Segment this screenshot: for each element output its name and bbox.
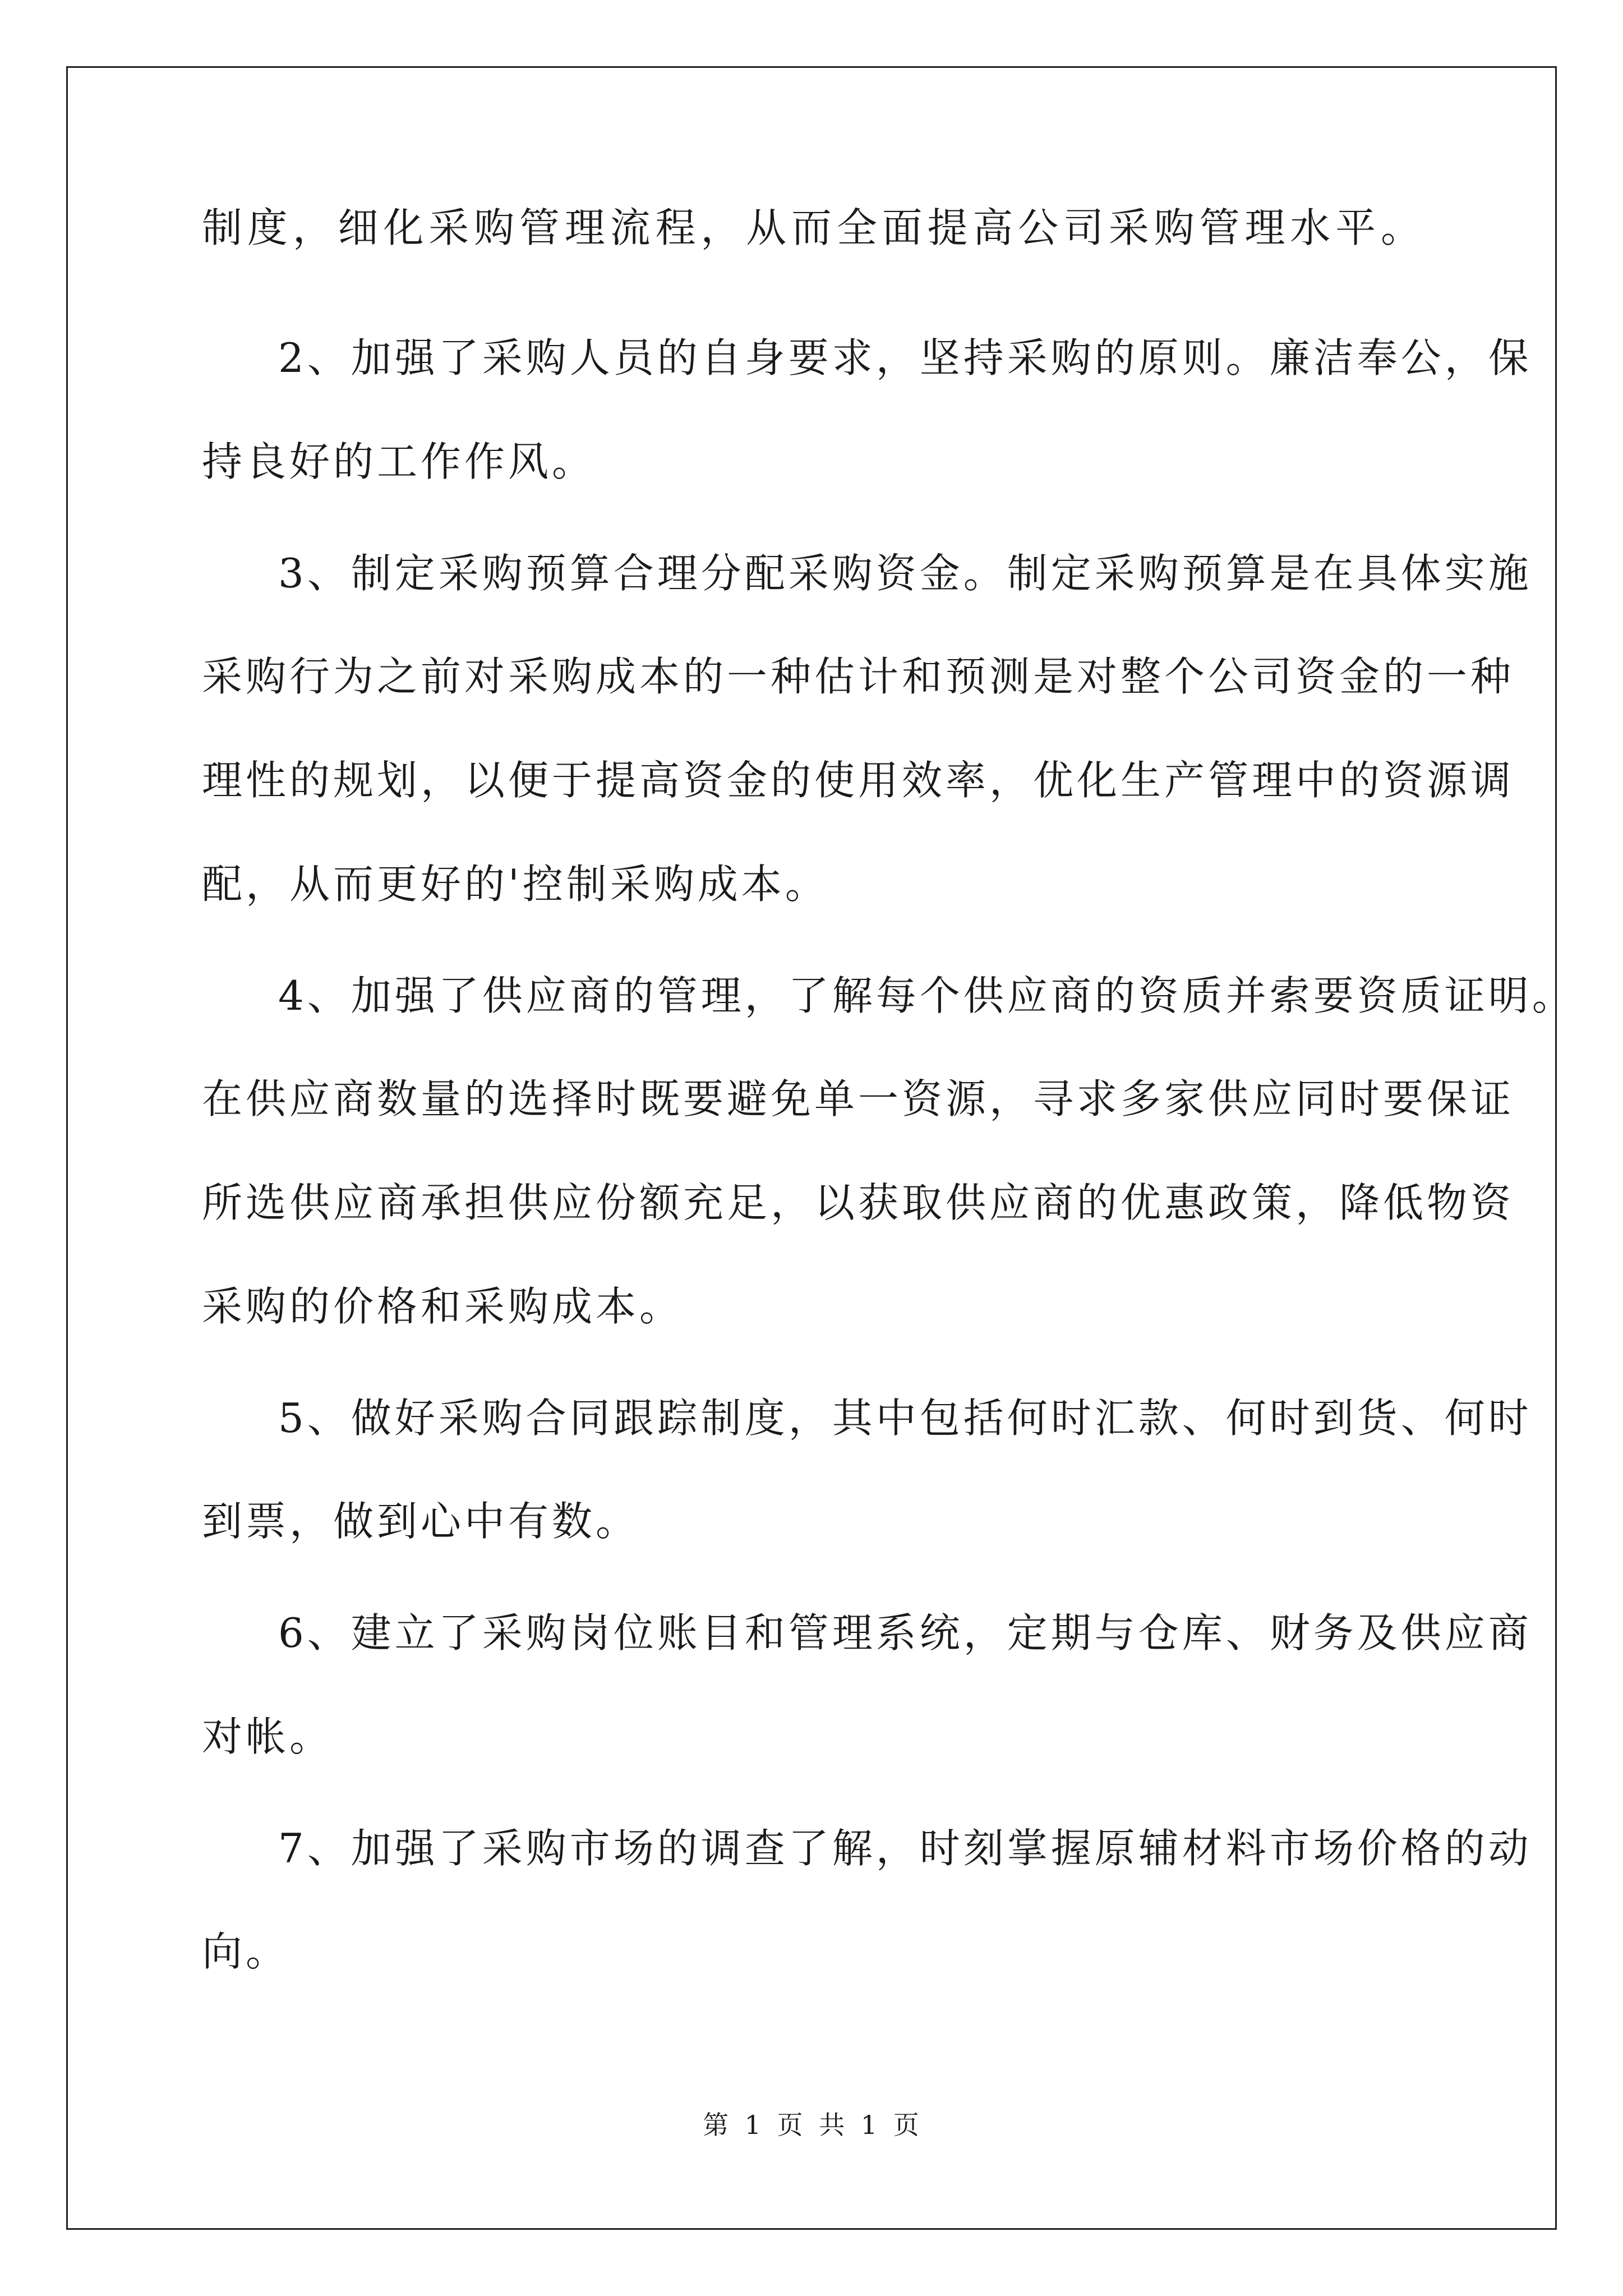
text-line: 5、做好采购合同跟踪制度，其中包括何时汇款、何时到货、何时 (278, 1395, 1532, 1442)
text-line: 所选供应商承担供应份额充足，以获取供应商的优惠政策，降低物资 (202, 1179, 1515, 1226)
text-line: 理性的规划，以便于提高资金的使用效率，优化生产管理中的资源调 (202, 757, 1515, 804)
text-line: 6、建立了采购岗位账目和管理系统，定期与仓库、财务及供应商 (278, 1609, 1532, 1657)
text-line: 采购的价格和采购成本。 (202, 1283, 684, 1330)
text-line: 配，从而更好的'控制采购成本。 (202, 861, 829, 908)
text-line: 对帐。 (202, 1713, 334, 1760)
text-line: 采购行为之前对采购成本的一种估计和预测是对整个公司资金的一种 (202, 653, 1515, 700)
text-line: 持良好的工作作风。 (202, 438, 596, 485)
page-footer: 第 1 页 共 1 页 (703, 2110, 920, 2140)
text-line: 向。 (202, 1928, 290, 1975)
text-line: 7、加强了采购市场的调查了解，时刻掌握原辅材料市场价格的动 (278, 1825, 1532, 1872)
text-line: 3、制定采购预算合理分配采购资金。制定采购预算是在具体实施 (278, 550, 1532, 597)
text-line: 到票，做到心中有数。 (202, 1498, 640, 1545)
text-line: 4、加强了供应商的管理，了解每个供应商的资质并索要资质证明。 (278, 972, 1576, 1019)
text-line: 制度，细化采购管理流程，从而全面提高公司采购管理水平。 (202, 204, 1424, 251)
text-line: 2、加强了采购人员的自身要求，坚持采购的原则。廉洁奉公，保 (278, 334, 1532, 381)
text-line: 在供应商数量的选择时既要避免单一资源，寻求多家供应同时要保证 (202, 1075, 1515, 1122)
page-border (66, 66, 1576, 2230)
